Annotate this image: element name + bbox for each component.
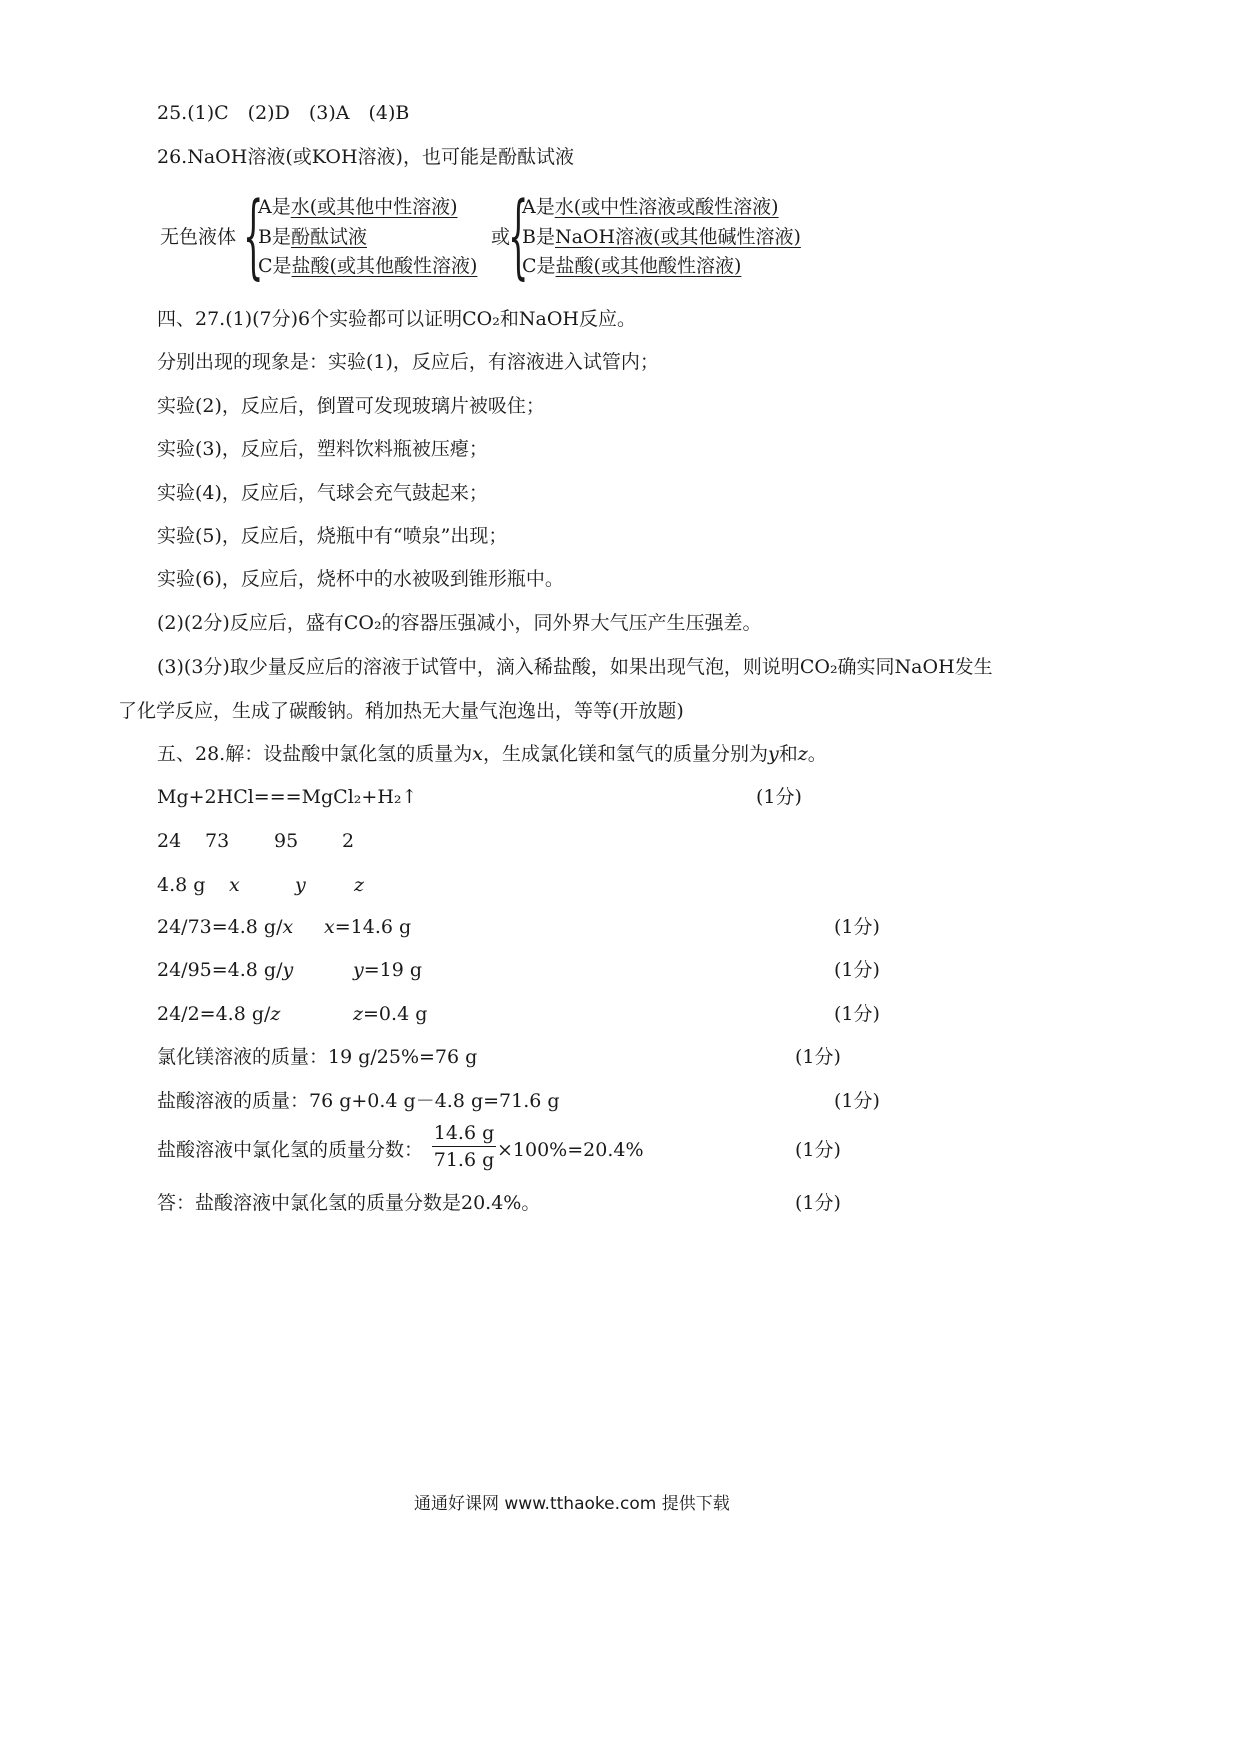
fraction-tail: ×100%=20.4% [497, 1139, 644, 1161]
score: (1分) [834, 1003, 880, 1025]
left-brace: { [243, 182, 264, 289]
fraction-label: 盐酸溶液中氯化氢的质量分数： [157, 1139, 424, 1161]
q26-left-c: C是盐酸(或其他酸性溶液) [258, 255, 478, 277]
q28-head: 五、28.解：设盐酸中氯化氢的质量为x，生成氯化镁和氢气的质量分别为y和z。 [157, 743, 827, 765]
right-brace: { [508, 182, 529, 289]
final-answer: 答：盐酸溶液中氯化氢的质量分数是20.4%。 [157, 1192, 541, 1214]
score: (1分) [756, 786, 802, 808]
footer-credit: 通通好课网 www.tthaoke.com 提供下载 [414, 1494, 730, 1514]
q27-line: 了化学反应，生成了碳酸钠。稍加热无大量气泡逸出，等等(开放题) [118, 700, 684, 722]
mass-y: y [295, 874, 306, 896]
score: (1分) [834, 959, 880, 981]
score: (1分) [795, 1139, 841, 1161]
q28-equation: Mg+2HCl===MgCl₂+H₂↑ [157, 786, 418, 808]
q26-right-a: A是水(或中性溶液或酸性溶液) [522, 196, 779, 218]
q27-line: 实验(2)，反应后，倒置可发现玻璃片被吸住； [157, 395, 545, 417]
calc-z: 24/2=4.8 g/z [157, 1003, 281, 1025]
mgcl2-solution-mass: 氯化镁溶液的质量：19 g/25%=76 g [157, 1046, 478, 1068]
q26-left-label: 无色液体 [160, 226, 237, 248]
q26-right-c: C是盐酸(或其他酸性溶液) [522, 255, 742, 277]
ratio-mgcl2: 95 [274, 830, 299, 852]
calc-y: 24/95=4.8 g/y [157, 959, 294, 981]
q27-line: (3)(3分)取少量反应后的溶液于试管中，滴入稀盐酸，如果出现气泡，则说明CO₂确实同NaOH发生 [157, 656, 993, 678]
q27-line: 分别出现的现象是：实验(1)，反应后，有溶液进入试管内； [157, 351, 659, 373]
score: (1分) [834, 1090, 880, 1112]
q25-answers: 25.(1)C (2)D (3)A (4)B [157, 102, 410, 124]
fraction-bar [432, 1146, 496, 1147]
score: (1分) [795, 1192, 841, 1214]
q27-line: (2)(2分)反应后，盛有CO₂的容器压强减小，同外界大气压产生压强差。 [157, 612, 762, 634]
q26-line1: 26.NaOH溶液(或KOH溶液)，也可能是酚酞试液 [157, 146, 574, 168]
calc-z-result: z=0.4 g [353, 1003, 428, 1025]
q26-left-b: B是酚酞试液 [258, 226, 367, 248]
q26-or: 或 [491, 226, 511, 248]
q27-line: 实验(5)，反应后，烧瓶中有“喷泉”出现； [157, 525, 508, 547]
ratio-h2: 2 [342, 830, 355, 852]
q27-head: 四、27.(1)(7分)6个实验都可以证明CO₂和NaOH反应。 [157, 308, 636, 330]
hcl-solution-mass: 盐酸溶液的质量：76 g+0.4 g－4.8 g=71.6 g [157, 1090, 560, 1112]
q27-line: 实验(6)，反应后，烧杯中的水被吸到锥形瓶中。 [157, 568, 564, 590]
q27-line: 实验(3)，反应后，塑料饮料瓶被压瘪； [157, 438, 488, 460]
calc-y-result: y=19 g [353, 959, 423, 981]
calc-x-result: x=14.6 g [324, 916, 412, 938]
mass-z: z [354, 874, 365, 896]
score: (1分) [834, 916, 880, 938]
mass-mg: 4.8 g [157, 874, 206, 896]
score: (1分) [795, 1046, 841, 1068]
mass-x: x [229, 874, 240, 896]
fraction [432, 1122, 496, 1171]
calc-x: 24/73=4.8 g/x [157, 916, 294, 938]
ratio-hcl: 73 [205, 830, 230, 852]
q26-left-a: A是水(或其他中性溶液) [258, 196, 458, 218]
fraction-denominator: 71.6 g [433, 1149, 495, 1171]
fraction-numerator: 14.6 g [433, 1122, 495, 1144]
q27-line: 实验(4)，反应后，气球会充气鼓起来； [157, 482, 488, 504]
ratio-mg: 24 [157, 830, 182, 852]
q26-right-b: B是NaOH溶液(或其他碱性溶液) [522, 226, 801, 248]
